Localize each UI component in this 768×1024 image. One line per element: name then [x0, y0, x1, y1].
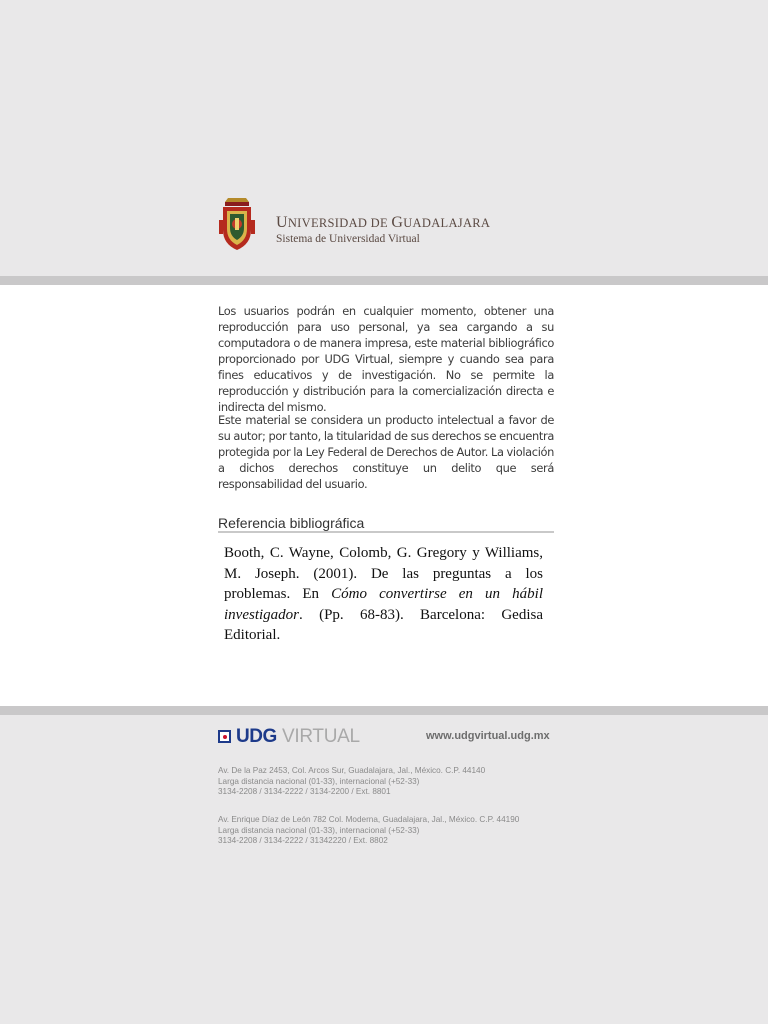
citation-line: Editorial. [224, 627, 281, 643]
footer-band [0, 715, 768, 1024]
address-line: Larga distancia nacional (01-33), internacional (+52-33) [218, 825, 420, 835]
address-block-2 [218, 815, 519, 847]
website-link[interactable]: www.udgvirtual.udg.mx [426, 730, 550, 742]
bottom-divider [0, 706, 768, 715]
usage-notice: Los usuarios podrán en cualquier momento, obtener una reproducción para uso personal, ya sea cargando a su computadora o de manera impresa, este material bibliográfico proporcionado por UDG Virtual, siempre y cuando sea para fines educativos y de investigación. No se permite la reproducción y distribución para la comercialización directa e indirecta del mismo. [218, 304, 554, 414]
udg-logo-mark-icon [218, 730, 231, 743]
citation-text: problemas. En [224, 586, 332, 602]
top-divider [0, 276, 768, 285]
book-title: Cómo convertirse en un hábil [331, 586, 543, 602]
university-subtitle: Sistema de Universidad Virtual [276, 233, 420, 245]
address-line: Larga distancia nacional (01-33), internacional (+52-33) [218, 776, 420, 786]
address-line: 3134-2208 / 3134-2222 / 3134-2200 / Ext. 8801 [218, 787, 391, 796]
virtual-logo-text: VIRTUAL [282, 726, 360, 747]
citation-text: . (Pp. 68-83). Barcelona: Gedisa [299, 606, 543, 623]
reference-heading: Referencia bibliográfica [218, 515, 365, 531]
address-block-1 [218, 766, 485, 798]
address-line: Av. De la Paz 2453, Col. Arcos Sur, Guadalajara, Jal., México. C.P. 44140 [218, 766, 486, 775]
book-title: investigador [224, 606, 299, 623]
university-seal-icon [219, 196, 255, 252]
address-line: 3134-2208 / 3134-2222 / 31342220 / Ext. 8802 [218, 836, 388, 845]
citation-line [224, 584, 543, 605]
university-header [219, 196, 519, 256]
citation-line [224, 605, 543, 626]
university-name: UNIVERSIDAD DE GUADALAJARA [276, 214, 491, 231]
address-line: Av. Enrique Díaz de León 782 Col. Moderna, Guadalajara, Jal., México. C.P. 44190 [218, 815, 520, 824]
bibliographic-citation [224, 543, 543, 646]
udg-logo-text: UDG [236, 726, 277, 747]
reference-divider [218, 531, 554, 533]
citation-line: Booth, C. Wayne, Colomb, G. Gregory y Williams, [224, 545, 543, 561]
copyright-notice: Este material se considera un producto intelectual a favor de su autor; por tanto, la titularidad de sus derechos se encuentra protegida por la Ley Federal de Derechos de Autor. La violación a dichos derechos constituye un delito que será responsabilidad del usuario. [218, 413, 554, 491]
citation-line: M. Joseph. (2001). De las preguntas a los [224, 565, 543, 582]
